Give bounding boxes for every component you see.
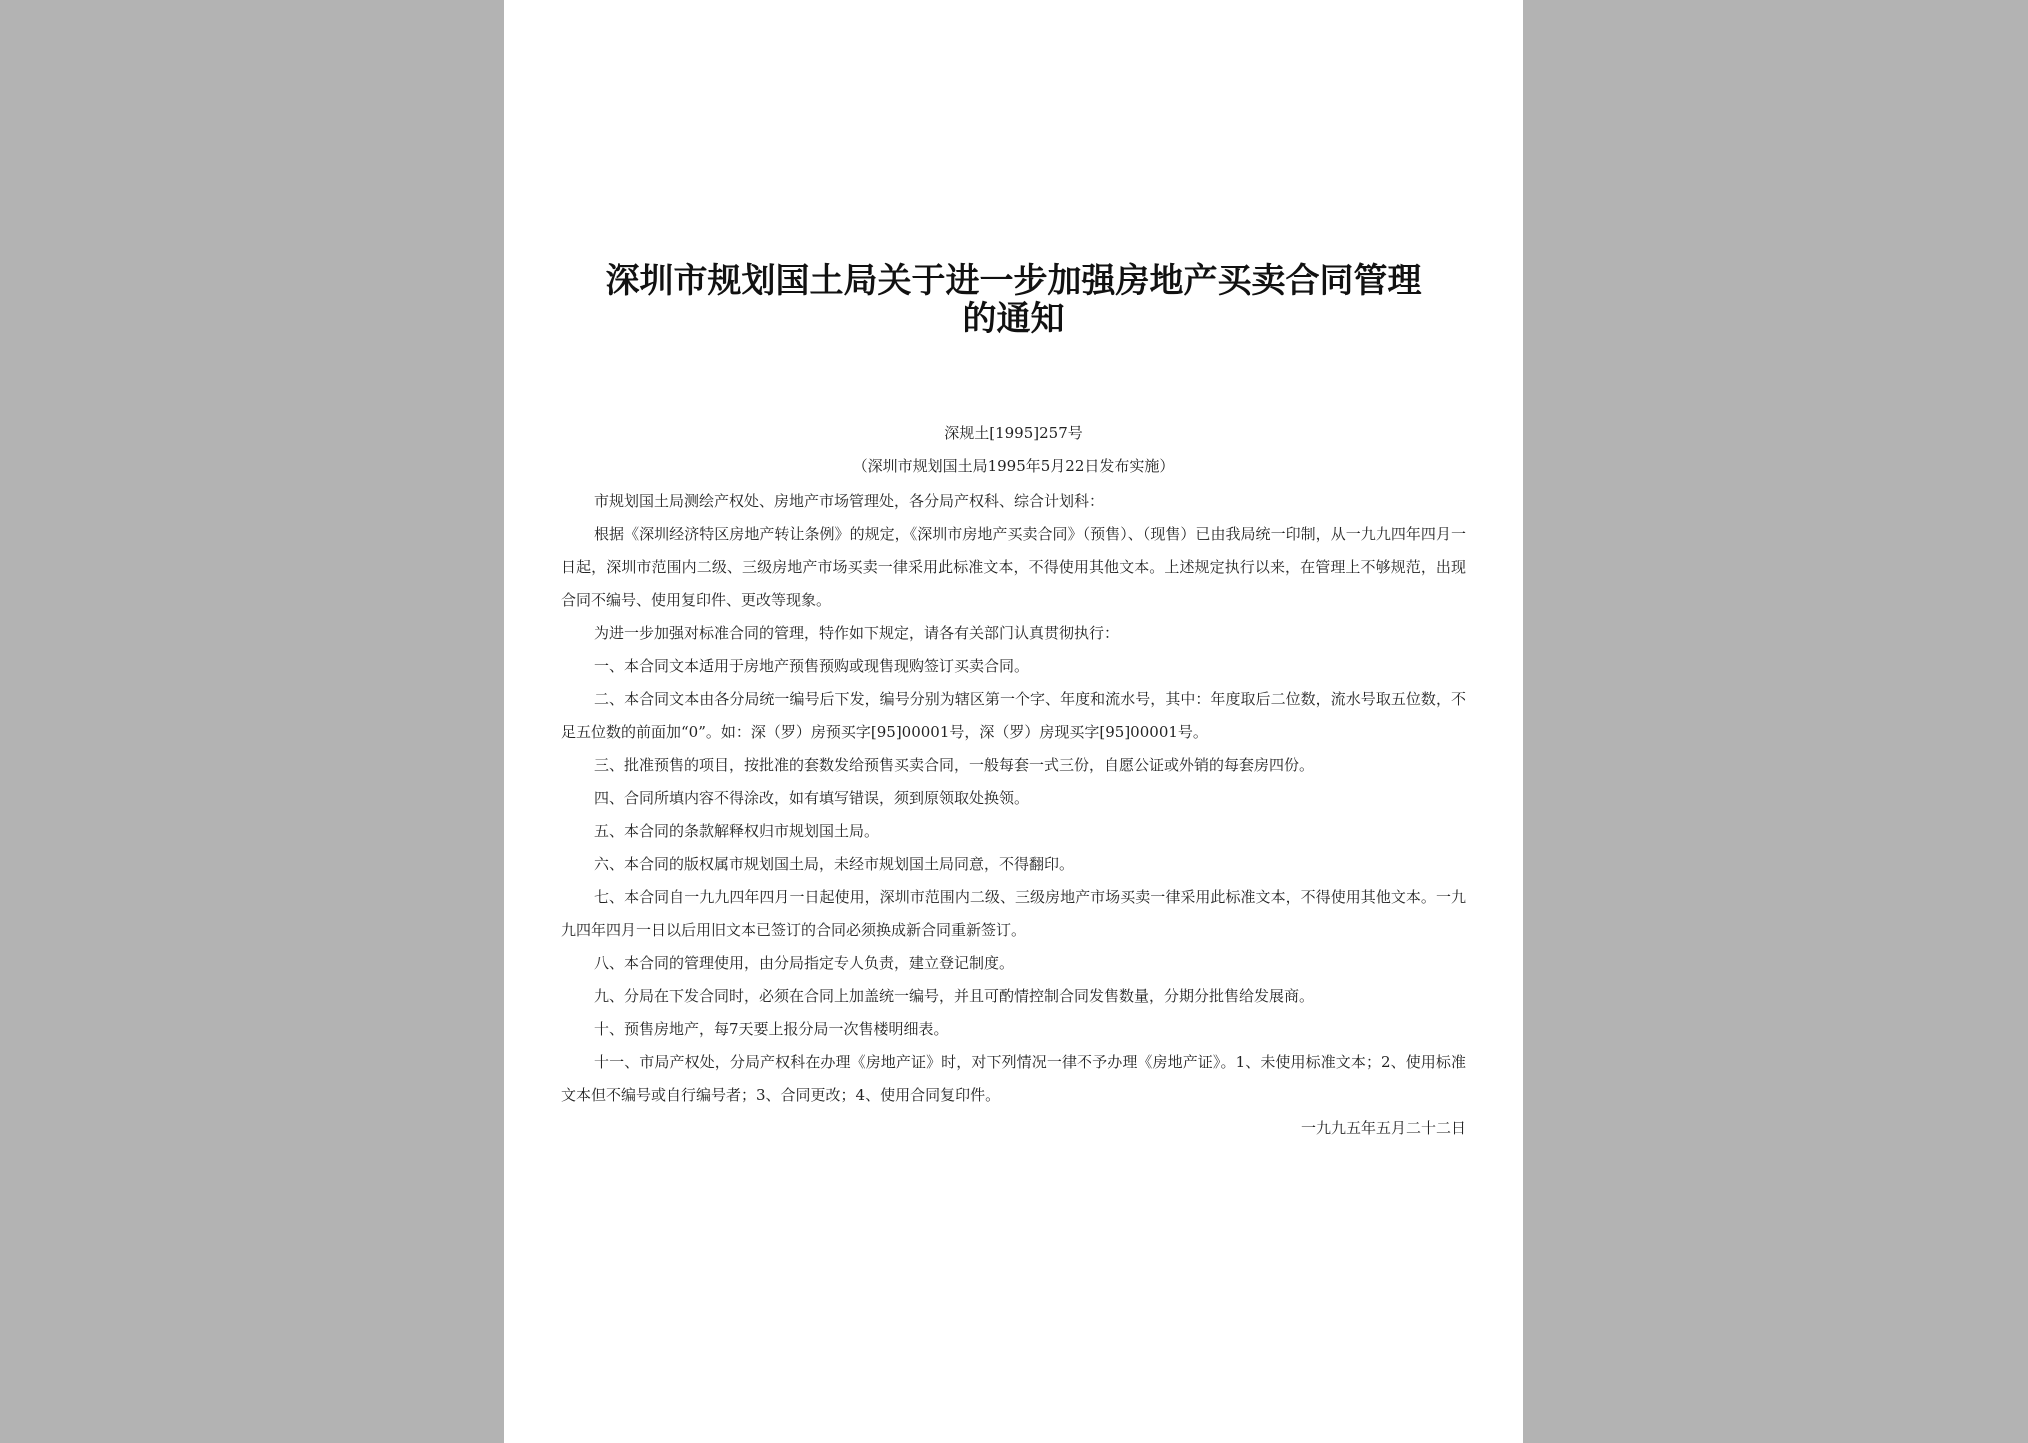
paragraph-item-9: 九、分局在下发合同时，必须在合同上加盖统一编号，并且可酌情控制合同发售数量，分期分批售给发展商。 <box>594 987 1315 1005</box>
paragraph-item-5: 五、本合同的条款解释权归市规划国土局。 <box>594 822 880 840</box>
issue-note: （深圳市规划国土局1995年5月22日发布实施） <box>852 457 1175 475</box>
paragraph-item-8: 八、本合同的管理使用，由分局指定专人负责，建立登记制度。 <box>594 954 1015 972</box>
document-date: 一九九五年五月二十二日 <box>1300 1119 1466 1137</box>
paragraph-item-6: 六、本合同的版权属市规划国土局，未经市规划国土局同意，不得翻印。 <box>594 855 1075 873</box>
document-page <box>504 0 1523 1443</box>
paragraph-item-4: 四、合同所填内容不得涂改，如有填写错误，须到原领取处换领。 <box>594 789 1030 807</box>
paragraph-addressee: 市规划国土局测绘产权处、房地产市场管理处，各分局产权科、综合计划科： <box>594 492 1105 510</box>
paragraph-item-2: 二、本合同文本由各分局统一编号后下发，编号分别为辖区第一个字、年度和流水号，其中：年度取后二位数，流水号取五位数，不足五位数的前面加“0”。如：深（罗）房预买字[95]00001号，深（罗）房现买字[95]00001号。 <box>561 690 1466 741</box>
document-body <box>561 485 1466 1145</box>
document-number: 深规土[1995]257号 <box>944 424 1083 442</box>
paragraph-item-3: 三、批准预售的项目，按批准的套数发给预售买卖合同，一般每套一式三份，自愿公证或外销的每套房四份。 <box>594 756 1315 774</box>
document-title: 深圳市规划国土局关于进一步加强房地产买卖合同管理的通知 <box>605 261 1422 339</box>
paragraph-item-11: 十一、市局产权处，分局产权科在办理《房地产证》时，对下列情况一律不予办理《房地产证》。1、未使用标准文本；2、使用标准文本但不编号或自行编号者；3、合同更改；4、使用合同复印件。 <box>561 1053 1466 1104</box>
paragraph-intro: 为进一步加强对标准合同的管理，特作如下规定，请各有关部门认真贯彻执行： <box>594 624 1120 642</box>
paragraph-item-10: 十、预售房地产，每7天要上报分局一次售楼明细表。 <box>594 1020 949 1038</box>
paragraph-item-7: 七、本合同自一九九四年四月一日起使用，深圳市范围内二级、三级房地产市场买卖一律采用此标准文本，不得使用其他文本。一九九四年四月一日以后用旧文本已签订的合同必须换成新合同重新签订。 <box>561 888 1466 939</box>
paragraph-item-1: 一、本合同文本适用于房地产预售预购或现售现购签订买卖合同。 <box>594 657 1030 675</box>
paragraph-preamble: 根据《深圳经济特区房地产转让条例》的规定，《深圳市房地产买卖合同》（预售）、（现售）已由我局统一印制，从一九九四年四月一日起，深圳市范围内二级、三级房地产市场买卖一律采用此标准文本，不得使用其他文本。上述规定执行以来，在管理上不够规范，出现合同不编号、使用复印件、更改等现象。 <box>561 525 1466 609</box>
